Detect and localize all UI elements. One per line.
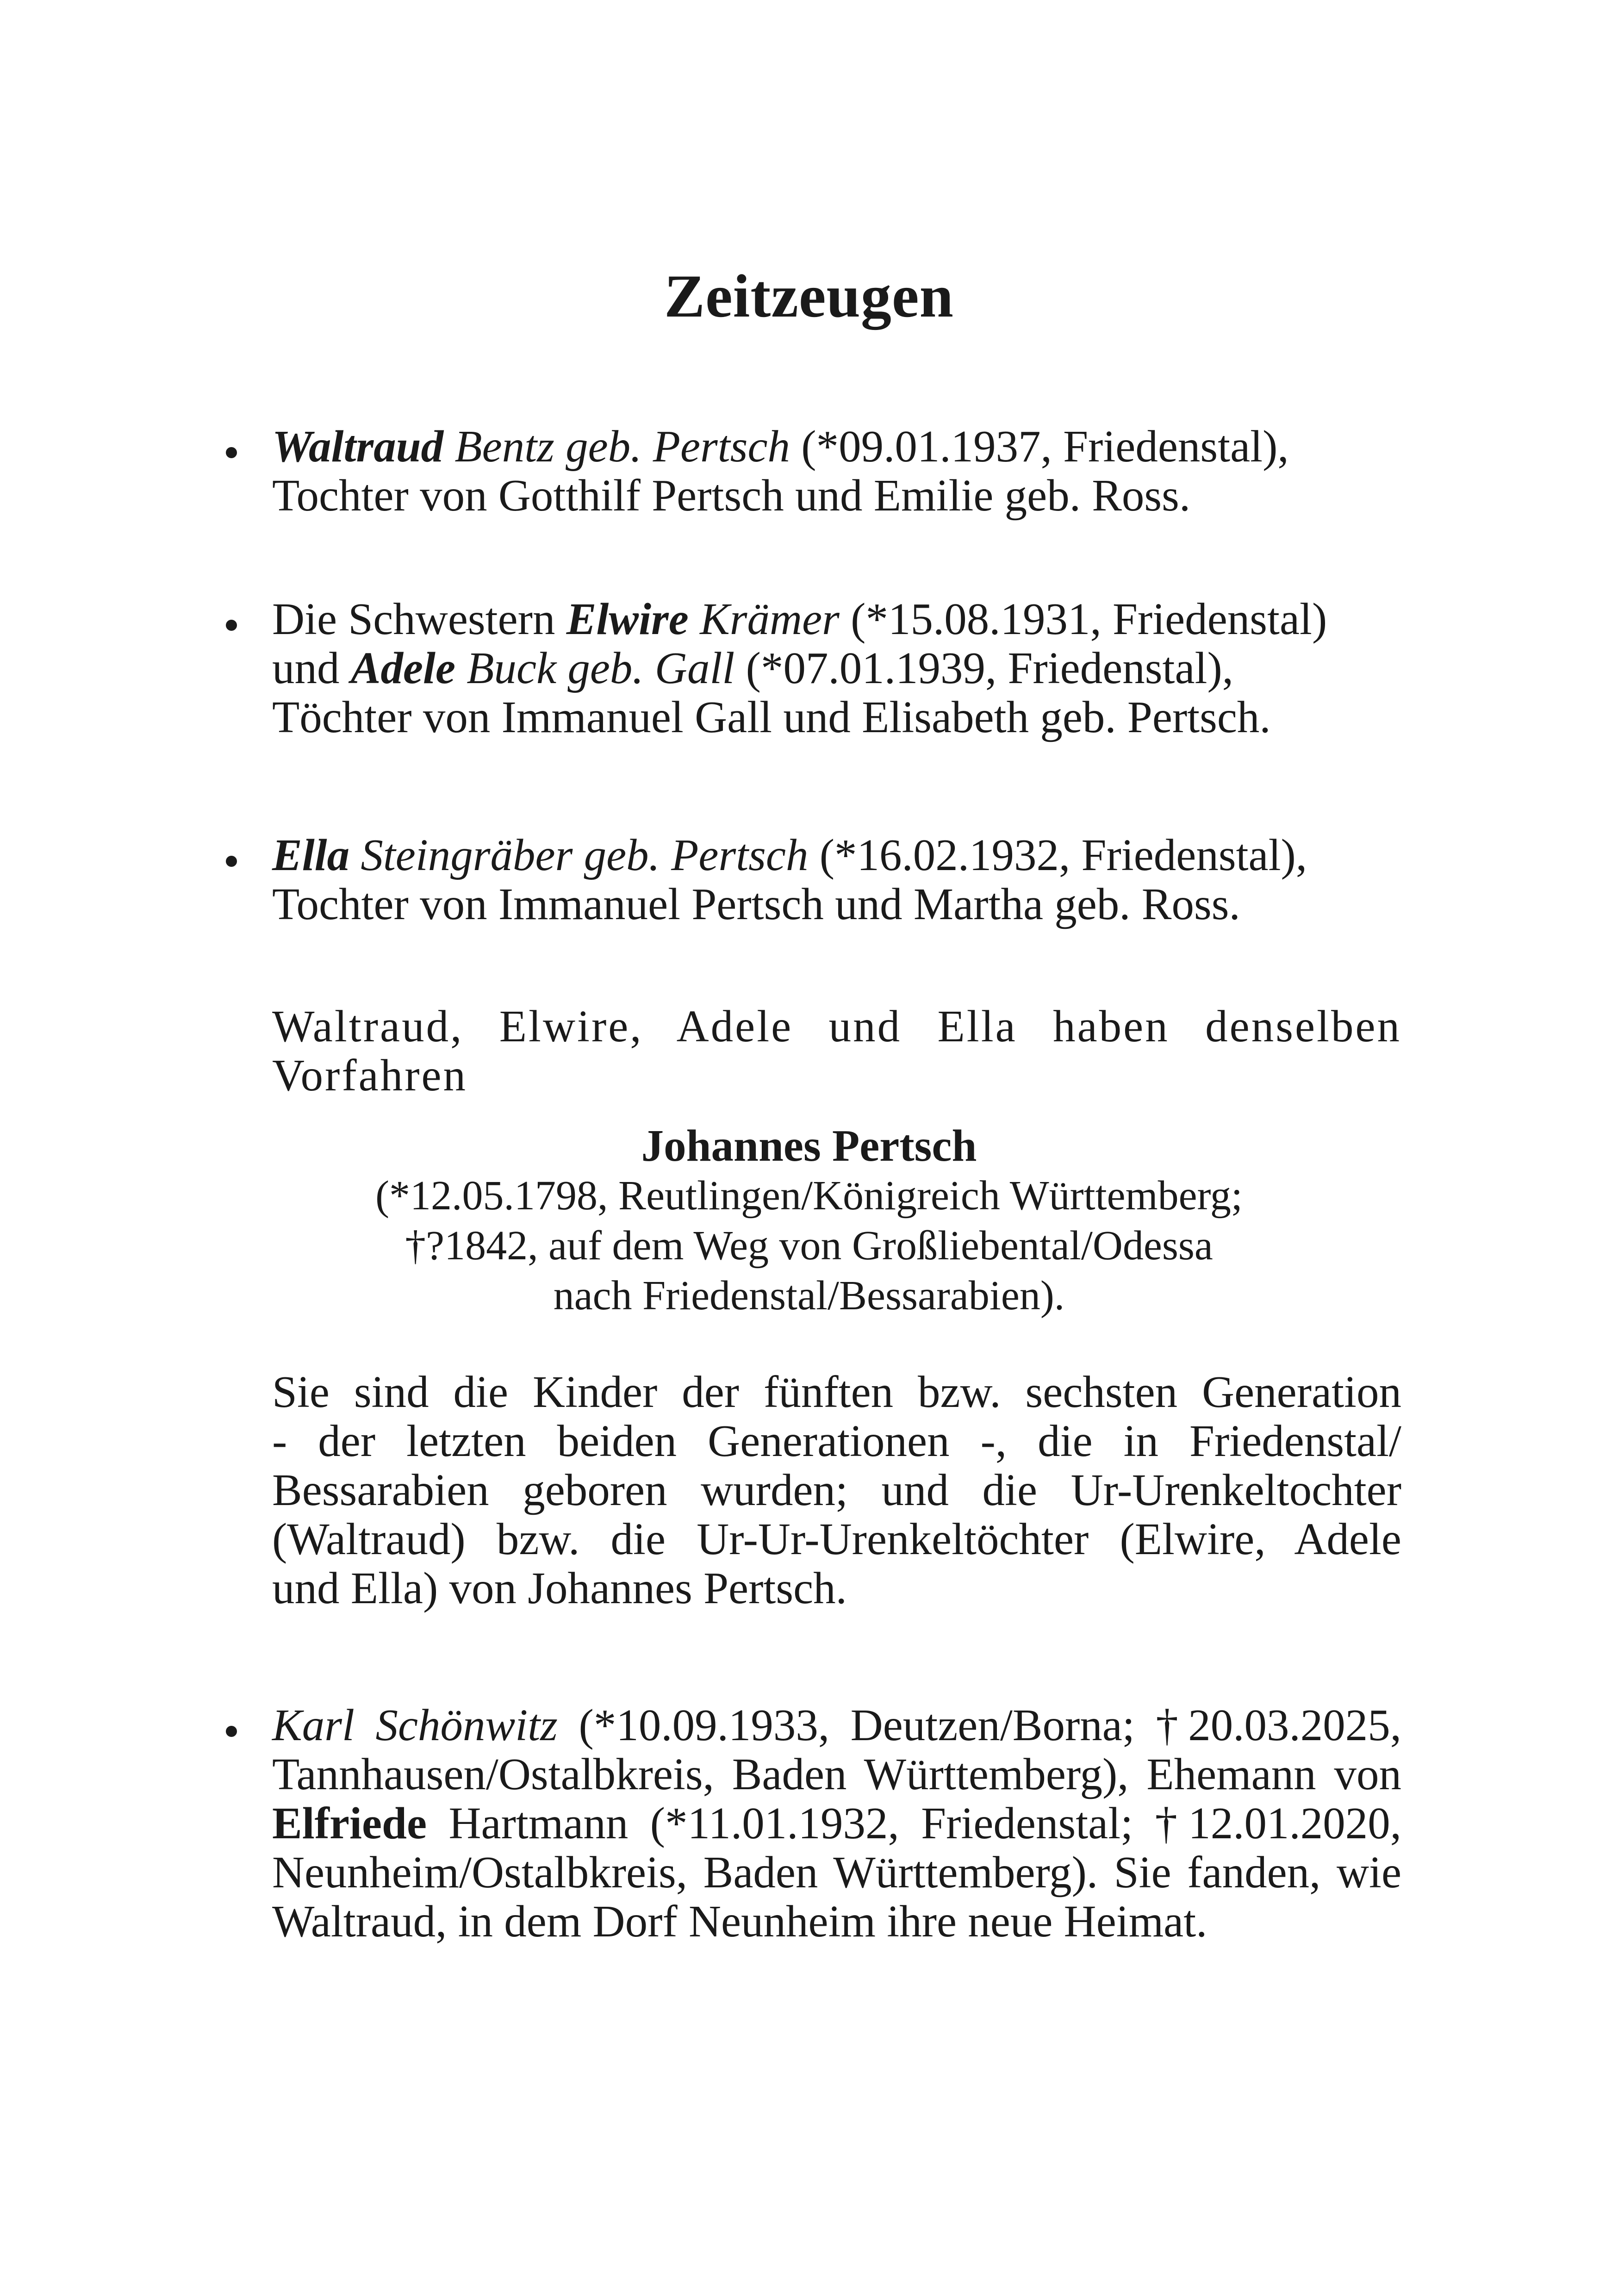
entry-line	[272, 595, 1401, 644]
given-name: Elwire	[566, 594, 689, 644]
ancestor-name: Johannes Pertsch	[641, 1121, 977, 1170]
paragraph-line: und Ella) von Johannes Pertsch.	[272, 1563, 847, 1613]
birth-info: (*07.01.1939, Friedenstal),	[734, 643, 1233, 693]
page-title: Zeitzeugen	[664, 262, 954, 330]
paragraph-line: - der letzten beiden Generationen -, die in Friedenstal/	[272, 1416, 1401, 1466]
entry-line: Neunheim/Ostalbkreis, Baden Württemberg). Sie fanden, wie	[272, 1848, 1401, 1897]
life-info: Hartmann (*11.01.1932, Friedenstal; †12.01.2020,	[427, 1798, 1401, 1848]
entry-line	[272, 422, 1401, 471]
witness-entry-elwire-adele	[272, 595, 1401, 742]
entry-line	[272, 1701, 1401, 1750]
life-info: (*10.09.1933, Deutzen/Borna; †20.03.2025,	[557, 1700, 1401, 1750]
ancestor-block	[0, 1121, 1618, 1321]
intro-line: Waltraud, Elwire, Adele und Ella haben denselben	[272, 1002, 1401, 1051]
witness-entry-waltraud	[272, 422, 1401, 520]
generations-paragraph	[272, 1368, 1401, 1613]
conjunction-text: und	[272, 643, 351, 693]
entry-line: Tannhausen/Ostalbkreis, Baden Württemberg), Ehemann von	[272, 1749, 1401, 1799]
bullet-icon	[226, 447, 237, 458]
bullet-icon	[226, 856, 237, 867]
surname-text: Buck geb. Gall	[455, 643, 735, 693]
parents-text: Tochter von Gotthilf Pertsch und Emilie geb. Ross.	[272, 471, 1191, 520]
intro-text: Die Schwestern	[272, 594, 566, 644]
surname-text: Krämer	[688, 594, 840, 644]
bullet-icon	[226, 620, 237, 631]
paragraph-line: Bessarabien geboren wurden; und die Ur-Urenkeltochter	[272, 1465, 1401, 1515]
ancestor-intro	[272, 1002, 1401, 1100]
entry-line	[272, 644, 1401, 693]
witness-entry-ella	[272, 831, 1401, 929]
entry-line	[272, 831, 1401, 880]
ancestor-line: †?1842, auf dem Weg von Großliebental/Odessa	[405, 1223, 1213, 1269]
paragraph-line: (Waltraud) bzw. die Ur-Ur-Urenkeltöchter (Elwire, Adele	[272, 1514, 1401, 1564]
given-name: Elfriede	[272, 1798, 427, 1848]
birth-info: (*15.08.1931, Friedenstal)	[839, 594, 1327, 644]
bullet-icon	[226, 1726, 237, 1737]
intro-line: Vorfahren	[272, 1051, 468, 1100]
entry-line: Waltraud, in dem Dorf Neunheim ihre neue Heimat.	[272, 1897, 1207, 1946]
surname-text: Bentz geb. Pertsch	[443, 422, 790, 471]
ancestor-line: nach Friedenstal/Bessarabien).	[553, 1273, 1065, 1319]
birth-info: (*09.01.1937, Friedenstal),	[790, 422, 1289, 471]
witness-entry-karl	[272, 1701, 1401, 1946]
surname-text: Steingräber geb. Pertsch	[349, 830, 809, 880]
given-name: Waltraud	[272, 422, 444, 471]
birth-info: (*16.02.1932, Friedenstal),	[808, 830, 1307, 880]
ancestor-line: (*12.05.1798, Reutlingen/Königreich Württemberg;	[375, 1173, 1243, 1219]
given-name: Adele	[350, 643, 456, 693]
parents-text: Töchter von Immanuel Gall und Elisabeth geb. Pertsch.	[272, 692, 1271, 742]
paragraph-line: Sie sind die Kinder der fünften bzw. sechsten Generation	[272, 1367, 1401, 1417]
person-name: Karl Schönwitz	[272, 1700, 558, 1750]
parents-text: Tochter von Immanuel Pertsch und Martha geb. Ross.	[272, 879, 1240, 929]
entry-line	[272, 1799, 1401, 1848]
given-name: Ella	[272, 830, 350, 880]
